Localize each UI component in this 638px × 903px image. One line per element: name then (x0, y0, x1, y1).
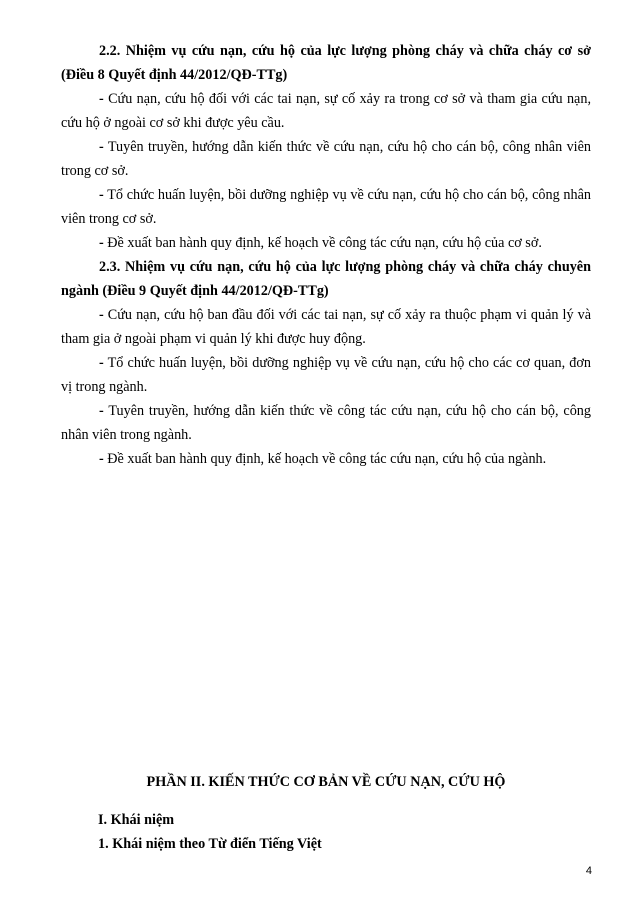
list-item-text: Đề xuất ban hành quy định, kế hoạch về công tác cứu nạn, cứu hộ của ngành. (107, 451, 547, 467)
subheading-dictionary-concept: 1. Khái niệm theo Từ điển Tiếng Việt (98, 836, 322, 852)
section-heading-text: 2.2. Nhiệm vụ cứu nạn, cứu hộ của lực lượng phòng cháy và chữa cháy cơ sở (Điều 8 Quyết định 44/2012/QĐ-TTg) (61, 43, 591, 83)
list-item-text: Tổ chức huấn luyện, bồi dưỡng nghiệp vụ về cứu nạn, cứu hộ cho các cơ quan, đơn vị trong ngành. (61, 355, 591, 395)
list-item-text: Cứu nạn, cứu hộ đối với các tai nạn, sự cố xảy ra trong cơ sở và tham gia cứu nạn, cứu hộ ở ngoài cơ sở khi được yêu cầu. (61, 91, 591, 131)
list-item (61, 135, 591, 183)
dash-marker: - (99, 307, 104, 323)
list-item (61, 447, 591, 471)
list-item-text: Cứu nạn, cứu hộ ban đầu đối với các tai nạn, sự cố xảy ra thuộc phạm vi quản lý và tham gia ở ngoài phạm vi quản lý khi được huy động. (61, 307, 591, 347)
part-title: PHẦN II. KIẾN THỨC CƠ BẢN VỀ CỨU NẠN, CỨU HỘ (146, 774, 506, 790)
list-item (61, 399, 591, 447)
dash-marker: - (99, 403, 104, 419)
page-number: 4 (585, 865, 592, 877)
list-item (61, 183, 591, 231)
section-heading-2-2 (61, 39, 591, 87)
dash-marker: - (99, 355, 104, 371)
list-item-text: Tuyên truyền, hướng dẫn kiến thức về cứu nạn, cứu hộ cho cán bộ, công nhân viên trong cơ sở. (61, 139, 591, 179)
list-item-text: Tổ chức huấn luyện, bồi dưỡng nghiệp vụ về cứu nạn, cứu hộ cho cán bộ, công nhân viên trong cơ sở. (61, 187, 591, 227)
list-item-text: Tuyên truyền, hướng dẫn kiến thức về công tác cứu nạn, cứu hộ cho cán bộ, công nhân viên trong ngành. (61, 403, 591, 443)
list-item (61, 303, 591, 351)
section-heading-text: 2.3. Nhiệm vụ cứu nạn, cứu hộ của lực lượng phòng cháy và chữa cháy chuyên ngành (Điều 9 Quyết định 44/2012/QĐ-TTg) (61, 259, 591, 299)
list-item (61, 351, 591, 399)
dash-marker: - (99, 451, 104, 467)
dash-marker: - (99, 235, 104, 251)
dash-marker: - (99, 187, 104, 203)
list-item (61, 87, 591, 135)
dash-marker: - (99, 139, 104, 155)
list-item (61, 231, 591, 255)
list-item-text: Đề xuất ban hành quy định, kế hoạch về công tác cứu nạn, cứu hộ của cơ sở. (107, 235, 542, 251)
dash-marker: - (99, 91, 104, 107)
section-heading-2-3 (61, 255, 591, 303)
subheading-concept: I. Khái niệm (98, 812, 175, 828)
